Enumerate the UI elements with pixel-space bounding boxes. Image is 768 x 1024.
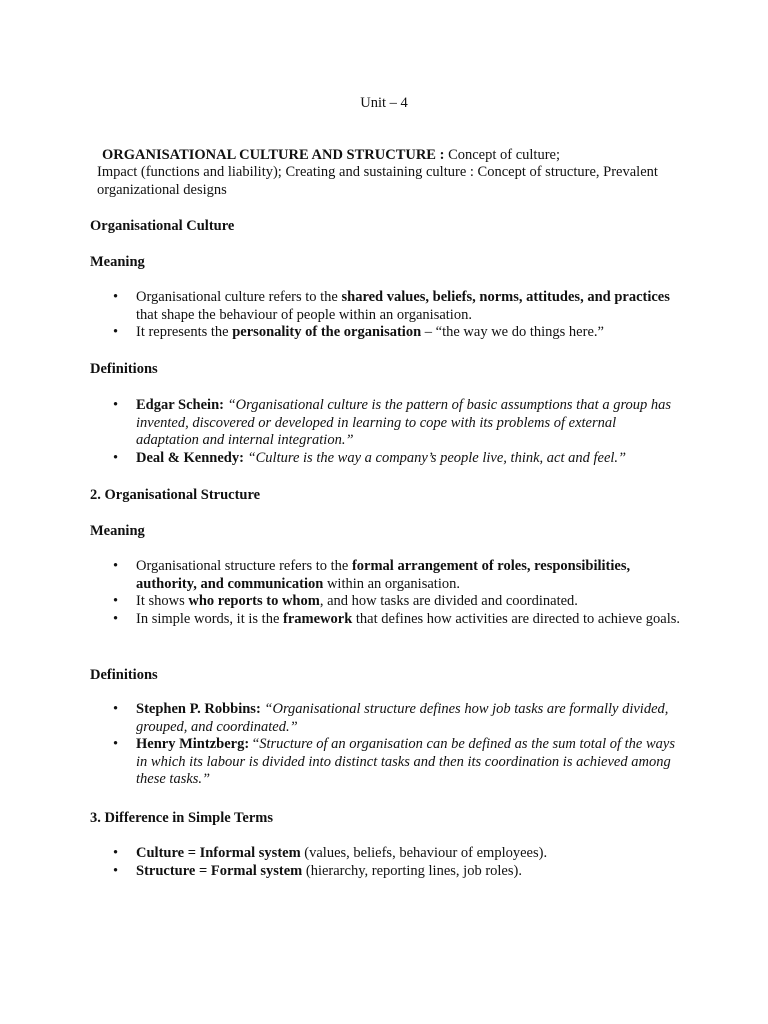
syllabus-text-1: Concept of culture; — [444, 147, 560, 163]
list-item: • It represents the personality of the organisation – “the way we do things here.” — [90, 324, 680, 342]
list-item: • Structure = Formal system (hierarchy, reporting lines, job roles). — [90, 863, 680, 881]
syllabus-line-2: Impact (functions and liability); Creating and sustaining culture : Concept of structure, Prevalent — [97, 164, 658, 180]
culture-meaning-list — [90, 289, 680, 342]
list-item: • In simple words, it is the framework that defines how activities are directed to achieve goals. — [90, 611, 680, 629]
list-item: • Organisational structure refers to the formal arrangement of roles, responsibilities, authority, and communication within an organisation. — [90, 558, 680, 593]
list-item: • Stephen P. Robbins: “Organisational structure defines how job tasks are formally divided, grouped, and coordinated.” — [90, 701, 680, 736]
culture-meaning-heading: Meaning — [90, 254, 145, 270]
syllabus-line-1 — [102, 146, 560, 164]
section-heading-structure: 2. Organisational Structure — [90, 487, 261, 503]
list-item: • Henry Mintzberg: “Structure of an organisation can be defined as the sum total of the ways in which its labour is divided into distinct tasks and then its coordination is achieved among these tasks.” — [90, 736, 680, 789]
syllabus-line-3: organizational designs — [97, 182, 227, 198]
difference-list — [90, 845, 680, 880]
list-item: • It shows who reports to whom, and how tasks are divided and coordinated. — [90, 593, 680, 611]
list-item: • Deal & Kennedy: “Culture is the way a company’s people live, think, act and feel.” — [90, 450, 680, 468]
list-item: • Culture = Informal system (values, beliefs, behaviour of employees). — [90, 845, 680, 863]
section-heading-difference: 3. Difference in Simple Terms — [90, 810, 273, 826]
structure-meaning-heading: Meaning — [90, 523, 145, 539]
unit-title: Unit – 4 — [360, 95, 408, 111]
structure-definitions-list — [90, 701, 680, 789]
culture-definitions-heading: Definitions — [90, 361, 158, 377]
structure-meaning-list — [90, 558, 680, 628]
list-item: • Organisational culture refers to the shared values, beliefs, norms, attitudes, and practices that shape the behaviour of people within an organisation. — [90, 289, 680, 324]
syllabus-heading: ORGANISATIONAL CULTURE AND STRUCTURE : — [102, 147, 445, 163]
culture-definitions-list — [90, 397, 680, 467]
section-heading-culture: Organisational Culture — [90, 218, 235, 234]
structure-definitions-heading: Definitions — [90, 667, 158, 683]
list-item: • Edgar Schein: “Organisational culture is the pattern of basic assumptions that a group has invented, discovered or developed in learning to cope with its problems of external adaptation and internal integration.” — [90, 397, 680, 450]
